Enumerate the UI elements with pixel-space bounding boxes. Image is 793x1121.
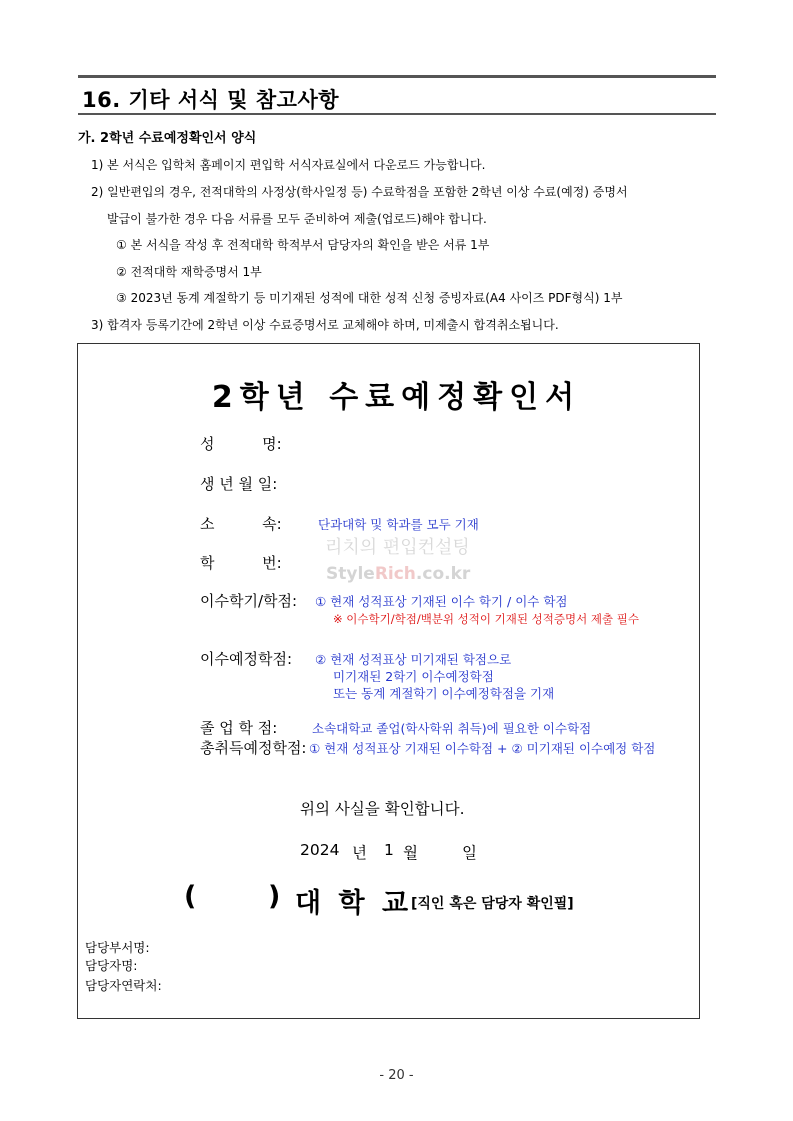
header-bottom-rule <box>78 113 716 115</box>
instruction-line-2a: 2) 일반편입의 경우, 전적대학의 사정상(학사일정 등) 수료학점을 포함한 2학년 이상 수료(예정) 증명서 <box>91 185 628 199</box>
instruction-line-1: 1) 본 서식은 입학처 홈페이지 편입학 서식자료실에서 다운로드 가능합니다. <box>91 158 486 172</box>
graduation-credits-label: 졸 업 학 점: <box>200 719 278 737</box>
form-title: 2학년 수료예정확인서 <box>211 380 582 415</box>
expected-credits-label: 이수예정학점: <box>200 650 292 668</box>
instruction-item-1: ① 본 서식을 작성 후 전적대학 학적부서 담당자의 확인을 받은 서류 1부 <box>116 238 490 252</box>
university-name: 대 학 교 <box>295 888 413 919</box>
watermark-url-part-1: Style <box>326 564 375 584</box>
date-day-unit: 일 <box>462 844 477 862</box>
date-month: 1 <box>384 841 394 859</box>
instruction-item-3: ③ 2023년 동계 계절학기 등 미기재된 성적에 대한 성적 신청 증빙자료(A4 사이즈 PDF형식) 1부 <box>116 291 623 305</box>
instruction-item-2: ② 전적대학 재학증명서 1부 <box>116 265 262 279</box>
staff-name-label: 담당자명: <box>85 958 138 973</box>
expected-credits-hint-2: 미기재된 2학기 이수예정학점 <box>333 669 494 684</box>
date-year: 2024 <box>300 841 340 859</box>
affiliation-hint: 단과대학 및 학과를 모두 기재 <box>318 517 479 532</box>
instruction-line-3: 3) 합격자 등록기간에 2학년 이상 수료증명서로 교체해야 하며, 미제출시 합격취소됩니다. <box>91 318 559 332</box>
staff-contact-label: 담당자연락처: <box>85 978 162 993</box>
watermark-text-korean: 리치의 편입컨설팅 <box>325 537 470 558</box>
instruction-line-2b: 발급이 불가한 경우 다음 서류를 모두 준비하여 제출(업로드)해야 합니다. <box>107 212 487 226</box>
header-top-rule <box>78 75 716 78</box>
watermark-url-part-2: Rich <box>374 564 416 584</box>
completed-credits-note: ※ 이수학기/학점/백분위 성적이 기재된 성적증명서 제출 필수 <box>333 612 639 626</box>
student-id-label: 학 번: <box>200 554 282 572</box>
date-month-unit: 월 <box>403 844 418 862</box>
affiliation-label: 소 속: <box>200 515 282 533</box>
completed-credits-label: 이수학기/학점: <box>200 592 298 610</box>
section-title: 16. 기타 서식 및 참고사항 <box>82 88 340 112</box>
subsection-title: 가. 2학년 수료예정확인서 양식 <box>78 131 257 146</box>
date-year-unit: 년 <box>352 844 367 862</box>
graduation-credits-hint: 소속대학교 졸업(학사학위 취득)에 필요한 이수학점 <box>312 721 592 736</box>
watermark-url <box>326 564 470 584</box>
university-open-paren: ( <box>184 881 197 912</box>
confirmation-text: 위의 사실을 확인합니다. <box>300 800 465 818</box>
total-expected-credits-hint: ① 현재 성적표상 기재된 이수학점 + ② 미기재된 이수예정 학점 <box>309 741 656 756</box>
seal-note: [직인 혹은 담당자 확인필] <box>411 896 574 912</box>
expected-credits-hint-1: ② 현재 성적표상 미기재된 학점으로 <box>315 652 512 667</box>
birth-date-label: 생 년 월 일: <box>200 475 278 493</box>
watermark-url-part-3: .co.kr <box>415 564 471 584</box>
department-name-label: 담당부서명: <box>85 940 150 955</box>
page-number: - 20 - <box>379 1068 414 1083</box>
university-close-paren: ) <box>268 881 281 912</box>
name-label: 성 명: <box>200 435 282 453</box>
total-expected-credits-label: 총취득예정학점: <box>200 739 307 757</box>
expected-credits-hint-3: 또는 동계 계절학기 이수예정학점을 기재 <box>333 686 555 701</box>
completed-credits-hint: ① 현재 성적표상 기재된 이수 학기 / 이수 학점 <box>315 594 568 609</box>
